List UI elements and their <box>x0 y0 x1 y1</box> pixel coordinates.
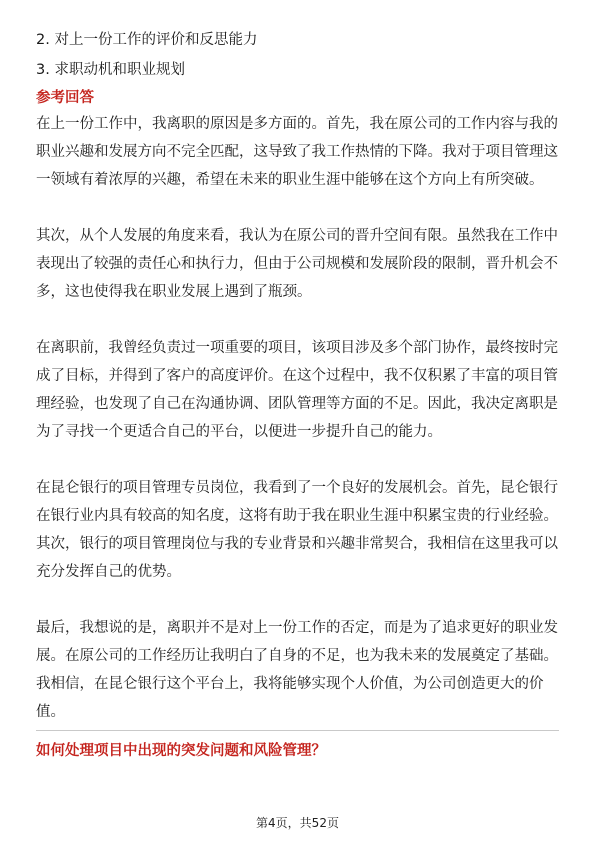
paragraph-line: 成了目标，并得到了客户的高度评价。在这个过程中，我不仅积累了丰富的项目管 <box>36 368 558 384</box>
page-footer: 第4页，共52页 <box>256 816 339 830</box>
answer-paragraph-3 <box>36 334 559 446</box>
answer-paragraph-2 <box>36 222 559 306</box>
answer-paragraph-4 <box>36 474 559 586</box>
paragraph-line: 最后，我想说的是，离职并不是对上一份工作的否定，而是为了追求更好的职业发 <box>36 620 558 636</box>
paragraph-line: 一领域有着浓厚的兴趣，希望在未来的职业生涯中能够在这个方向上有所突破。 <box>36 172 544 188</box>
paragraph-line: 值。 <box>36 704 65 720</box>
paragraph-line: 职业兴趣和发展方向不完全匹配，这导致了我工作热情的下降。我对于项目管理这 <box>36 144 558 160</box>
paragraph-line: 其次，从个人发展的角度来看，我认为在原公司的晋升空间有限。虽然我在工作中 <box>36 228 558 244</box>
paragraph-line: 表现出了较强的责任心和执行力，但由于公司规模和发展阶段的限制，晋升机会不 <box>36 256 558 272</box>
paragraph-line: 在上一份工作中，我离职的原因是多方面的。首先，我在原公司的工作内容与我的 <box>36 116 558 132</box>
paragraph-line: 为了寻找一个更适合自己的平台，以便进一步提升自己的能力。 <box>36 424 442 440</box>
paragraph-line: 我相信，在昆仑银行这个平台上，我将能够实现个人价值，为公司创造更大的价 <box>36 676 544 692</box>
paragraph-line: 在银行业内具有较高的知名度，这将有助于我在职业生涯中积累宝贵的行业经验。 <box>36 508 558 524</box>
answer-paragraph-5 <box>36 614 559 726</box>
paragraph-line: 在离职前，我曾经负责过一项重要的项目，该项目涉及多个部门协作，最终按时完 <box>36 340 558 356</box>
paragraph-line: 多，这也使得我在职业发展上遇到了瓶颈。 <box>36 284 312 300</box>
next-question-heading: 如何处理项目中出现的突发问题和风险管理？ <box>36 743 326 759</box>
paragraph-line: 在昆仑银行的项目管理专员岗位，我看到了一个良好的发展机会。首先，昆仑银行 <box>36 480 558 496</box>
list-item: 3. 求职动机和职业规划 <box>36 62 185 78</box>
section-divider <box>36 730 559 731</box>
paragraph-line: 充分发挥自己的优势。 <box>36 564 181 580</box>
paragraph-line: 展。在原公司的工作经历让我明白了自身的不足，也为我未来的发展奠定了基础。 <box>36 648 558 664</box>
list-item: 2. 对上一份工作的评价和反思能力 <box>36 32 258 48</box>
paragraph-line: 其次，银行的项目管理岗位与我的专业背景和兴趣非常契合，我相信在这里我可以 <box>36 536 558 552</box>
answer-label: 参考回答 <box>36 90 94 106</box>
document-page <box>36 26 559 763</box>
answer-paragraph-1 <box>36 110 559 194</box>
paragraph-line: 理经验，也发现了自己在沟通协调、团队管理等方面的不足。因此，我决定离职是 <box>36 396 558 412</box>
